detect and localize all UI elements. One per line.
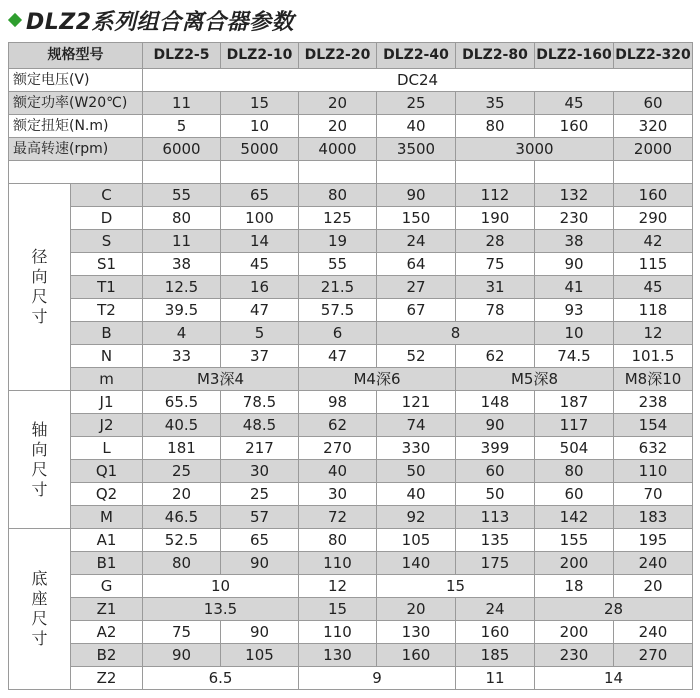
table-cell: 160: [535, 115, 614, 138]
table-cell: 35: [456, 92, 535, 115]
radial-row-t1: [9, 276, 693, 299]
table-cell: 75: [456, 253, 535, 276]
table-cell: 40: [377, 115, 456, 138]
group-label-axial: [9, 391, 71, 529]
table-cell: 6: [299, 322, 377, 345]
row-label: T2: [71, 299, 143, 322]
table-cell: 90: [456, 414, 535, 437]
table-cell: 270: [614, 644, 693, 667]
table-cell: 3500: [377, 138, 456, 161]
model-header: DLZ2-5: [143, 43, 221, 69]
table-cell: 20: [299, 92, 377, 115]
table-cell: 39.5: [143, 299, 221, 322]
table-cell: 90: [221, 552, 299, 575]
table-cell: 80: [299, 529, 377, 552]
table-cell: 20: [299, 115, 377, 138]
table-cell: 60: [535, 483, 614, 506]
table-cell: 72: [299, 506, 377, 529]
table-cell: 38: [535, 230, 614, 253]
table-cell: 632: [614, 437, 693, 460]
row-label: D: [71, 207, 143, 230]
row-label: M: [71, 506, 143, 529]
base-row-a2: [9, 621, 693, 644]
table-cell: 74.5: [535, 345, 614, 368]
row-label: 额定电压(V): [9, 69, 143, 92]
table-cell: 25: [143, 460, 221, 483]
table-cell: 187: [535, 391, 614, 414]
group-label-text: 底座尺寸: [31, 569, 48, 648]
table-cell: 90: [143, 644, 221, 667]
table-cell: 13.5: [143, 598, 299, 621]
radial-row-s: [9, 230, 693, 253]
row-label: B1: [71, 552, 143, 575]
table-cell: 230: [535, 207, 614, 230]
table-cell: 24: [377, 230, 456, 253]
table-cell: 504: [535, 437, 614, 460]
table-cell: 30: [299, 483, 377, 506]
row-label: G: [71, 575, 143, 598]
empty-cell: [143, 161, 221, 184]
table-cell: 154: [614, 414, 693, 437]
radial-row-c: [9, 184, 693, 207]
table-cell: DC24: [143, 69, 693, 92]
table-cell: 320: [614, 115, 693, 138]
table-cell: 9: [299, 667, 456, 690]
table-cell: 40: [377, 483, 456, 506]
table-cell: 6.5: [143, 667, 299, 690]
base-row-b1: [9, 552, 693, 575]
table-cell: 62: [299, 414, 377, 437]
table-cell: 45: [221, 253, 299, 276]
axial-row-m: [9, 506, 693, 529]
table-cell: 10: [221, 115, 299, 138]
table-cell: 118: [614, 299, 693, 322]
table-cell: 75: [143, 621, 221, 644]
row-label: J2: [71, 414, 143, 437]
table-cell: 140: [377, 552, 456, 575]
table-cell: M4深6: [299, 368, 456, 391]
table-cell: 200: [535, 552, 614, 575]
table-cell: 67: [377, 299, 456, 322]
table-cell: 40.5: [143, 414, 221, 437]
table-cell: 92: [377, 506, 456, 529]
table-cell: 46.5: [143, 506, 221, 529]
row-label: L: [71, 437, 143, 460]
table-cell: 15: [221, 92, 299, 115]
spec-header: 规格型号: [9, 43, 143, 69]
table-cell: 45: [535, 92, 614, 115]
table-cell: 14: [535, 667, 693, 690]
power-row: [9, 92, 693, 115]
table-cell: 65: [221, 529, 299, 552]
table-cell: 200: [535, 621, 614, 644]
table-cell: 5: [143, 115, 221, 138]
axial-row-j2: [9, 414, 693, 437]
base-row-z1: [9, 598, 693, 621]
table-cell: 55: [143, 184, 221, 207]
table-cell: M8深10: [614, 368, 693, 391]
table-cell: 3000: [456, 138, 614, 161]
table-cell: 19: [299, 230, 377, 253]
axial-row-q2: [9, 483, 693, 506]
table-cell: 42: [614, 230, 693, 253]
table-cell: 110: [299, 552, 377, 575]
table-cell: 55: [299, 253, 377, 276]
table-cell: 115: [614, 253, 693, 276]
empty-cell: [221, 161, 299, 184]
table-cell: 24: [456, 598, 535, 621]
table-cell: 14: [221, 230, 299, 253]
table-cell: 160: [377, 644, 456, 667]
base-row-a1: [9, 529, 693, 552]
table-cell: 48.5: [221, 414, 299, 437]
table-cell: 45: [614, 276, 693, 299]
model-header: DLZ2-20: [299, 43, 377, 69]
table-cell: 20: [377, 598, 456, 621]
table-cell: 190: [456, 207, 535, 230]
model-header: DLZ2-320: [614, 43, 693, 69]
table-cell: 90: [535, 253, 614, 276]
table-cell: 41: [535, 276, 614, 299]
table-cell: 37: [221, 345, 299, 368]
table-cell: 57: [221, 506, 299, 529]
table-cell: 330: [377, 437, 456, 460]
table-cell: 25: [221, 483, 299, 506]
table-cell: 80: [535, 460, 614, 483]
group-label-text: 轴向尺寸: [31, 419, 48, 499]
table-cell: 47: [221, 299, 299, 322]
table-cell: 80: [143, 552, 221, 575]
radial-row-b: [9, 322, 693, 345]
table-cell: 12.5: [143, 276, 221, 299]
table-cell: 78: [456, 299, 535, 322]
table-cell: 113: [456, 506, 535, 529]
empty-cell: [299, 161, 377, 184]
table-cell: 70: [614, 483, 693, 506]
table-cell: 80: [456, 115, 535, 138]
table-cell: 78.5: [221, 391, 299, 414]
table-cell: 4: [143, 322, 221, 345]
base-row-b2: [9, 644, 693, 667]
table-cell: 230: [535, 644, 614, 667]
table-cell: 74: [377, 414, 456, 437]
table-cell: 40: [299, 460, 377, 483]
table-cell: 238: [614, 391, 693, 414]
table-cell: 21.5: [299, 276, 377, 299]
table-cell: 8: [377, 322, 535, 345]
row-label: Q1: [71, 460, 143, 483]
table-cell: 270: [299, 437, 377, 460]
table-cell: 90: [221, 621, 299, 644]
row-label: T1: [71, 276, 143, 299]
table-cell: 80: [143, 207, 221, 230]
table-cell: 90: [377, 184, 456, 207]
row-label: S1: [71, 253, 143, 276]
table-cell: 10: [143, 575, 299, 598]
row-label: C: [71, 184, 143, 207]
table-cell: 399: [456, 437, 535, 460]
table-cell: 121: [377, 391, 456, 414]
axial-row-l: [9, 437, 693, 460]
diamond-bullet-icon: [8, 13, 22, 27]
table-cell: 52.5: [143, 529, 221, 552]
table-cell: 25: [377, 92, 456, 115]
table-cell: 12: [299, 575, 377, 598]
table-cell: 16: [221, 276, 299, 299]
table-cell: 142: [535, 506, 614, 529]
table-cell: 6000: [143, 138, 221, 161]
table-cell: 117: [535, 414, 614, 437]
table-cell: 181: [143, 437, 221, 460]
table-cell: 38: [143, 253, 221, 276]
page-title: [8, 0, 294, 40]
row-label: S: [71, 230, 143, 253]
radial-row-s1: [9, 253, 693, 276]
table-cell: 240: [614, 552, 693, 575]
base-row-g: [9, 575, 693, 598]
table-cell: 5: [221, 322, 299, 345]
row-label: A1: [71, 529, 143, 552]
table-cell: 2000: [614, 138, 693, 161]
model-header: DLZ2-40: [377, 43, 456, 69]
empty-cell: [535, 161, 614, 184]
page-title-text: DLZ2系列组合离合器参数: [26, 9, 295, 35]
table-cell: 80: [299, 184, 377, 207]
table-cell: 132: [535, 184, 614, 207]
table-cell: 30: [221, 460, 299, 483]
table-cell: 150: [377, 207, 456, 230]
row-label: N: [71, 345, 143, 368]
empty-cell: [456, 161, 535, 184]
table-cell: 18: [535, 575, 614, 598]
row-label: Q2: [71, 483, 143, 506]
table-cell: 105: [377, 529, 456, 552]
table-cell: 31: [456, 276, 535, 299]
empty-cell: [377, 161, 456, 184]
table-cell: 5000: [221, 138, 299, 161]
table-cell: 47: [299, 345, 377, 368]
empty-cell: [9, 161, 143, 184]
table-cell: 183: [614, 506, 693, 529]
table-cell: M3深4: [143, 368, 299, 391]
table-cell: 15: [377, 575, 535, 598]
table-cell: 100: [221, 207, 299, 230]
axial-row-q1: [9, 460, 693, 483]
table-cell: 195: [614, 529, 693, 552]
table-cell: 64: [377, 253, 456, 276]
header-row: [9, 43, 693, 69]
group-label-radial: [9, 184, 71, 391]
row-label: 最高转速(rpm): [9, 138, 143, 161]
row-label: B2: [71, 644, 143, 667]
table-cell: 290: [614, 207, 693, 230]
table-cell: 20: [614, 575, 693, 598]
table-cell: 175: [456, 552, 535, 575]
spacer-row: [9, 161, 693, 184]
model-header: DLZ2-80: [456, 43, 535, 69]
model-header: DLZ2-160: [535, 43, 614, 69]
table-cell: 60: [456, 460, 535, 483]
row-label: 额定功率(W20℃): [9, 92, 143, 115]
table-cell: 11: [143, 230, 221, 253]
torque-row: [9, 115, 693, 138]
table-cell: M5深8: [456, 368, 614, 391]
spec-table: [8, 42, 693, 690]
table-cell: 50: [377, 460, 456, 483]
radial-row-n: [9, 345, 693, 368]
table-cell: 11: [143, 92, 221, 115]
radial-row-t2: [9, 299, 693, 322]
table-cell: 160: [614, 184, 693, 207]
table-cell: 12: [614, 322, 693, 345]
table-cell: 217: [221, 437, 299, 460]
base-row-z2: [9, 667, 693, 690]
table-cell: 28: [535, 598, 693, 621]
table-cell: 60: [614, 92, 693, 115]
table-cell: 20: [143, 483, 221, 506]
row-label: 额定扭矩(N.m): [9, 115, 143, 138]
table-cell: 185: [456, 644, 535, 667]
table-cell: 27: [377, 276, 456, 299]
table-cell: 148: [456, 391, 535, 414]
row-label: J1: [71, 391, 143, 414]
table-cell: 110: [299, 621, 377, 644]
table-cell: 155: [535, 529, 614, 552]
table-cell: 125: [299, 207, 377, 230]
radial-row-d: [9, 207, 693, 230]
empty-cell: [614, 161, 693, 184]
table-cell: 130: [299, 644, 377, 667]
group-label-text: 径向尺寸: [31, 247, 48, 326]
table-cell: 15: [299, 598, 377, 621]
table-cell: 4000: [299, 138, 377, 161]
table-cell: 135: [456, 529, 535, 552]
table-cell: 28: [456, 230, 535, 253]
table-cell: 10: [535, 322, 614, 345]
table-cell: 98: [299, 391, 377, 414]
table-cell: 240: [614, 621, 693, 644]
model-header: DLZ2-10: [221, 43, 299, 69]
speed-row: [9, 138, 693, 161]
table-cell: 65.5: [143, 391, 221, 414]
axial-row-j1: [9, 391, 693, 414]
table-cell: 105: [221, 644, 299, 667]
radial-row-m: [9, 368, 693, 391]
row-label: m: [71, 368, 143, 391]
voltage-row: [9, 69, 693, 92]
table-cell: 112: [456, 184, 535, 207]
table-cell: 33: [143, 345, 221, 368]
row-label: B: [71, 322, 143, 345]
table-cell: 52: [377, 345, 456, 368]
group-label-base: [9, 529, 71, 690]
table-cell: 110: [614, 460, 693, 483]
table-cell: 65: [221, 184, 299, 207]
table-cell: 101.5: [614, 345, 693, 368]
table-cell: 62: [456, 345, 535, 368]
table-cell: 93: [535, 299, 614, 322]
table-cell: 130: [377, 621, 456, 644]
row-label: Z1: [71, 598, 143, 621]
table-cell: 160: [456, 621, 535, 644]
table-cell: 57.5: [299, 299, 377, 322]
row-label: A2: [71, 621, 143, 644]
row-label: Z2: [71, 667, 143, 690]
table-cell: 11: [456, 667, 535, 690]
table-cell: 50: [456, 483, 535, 506]
